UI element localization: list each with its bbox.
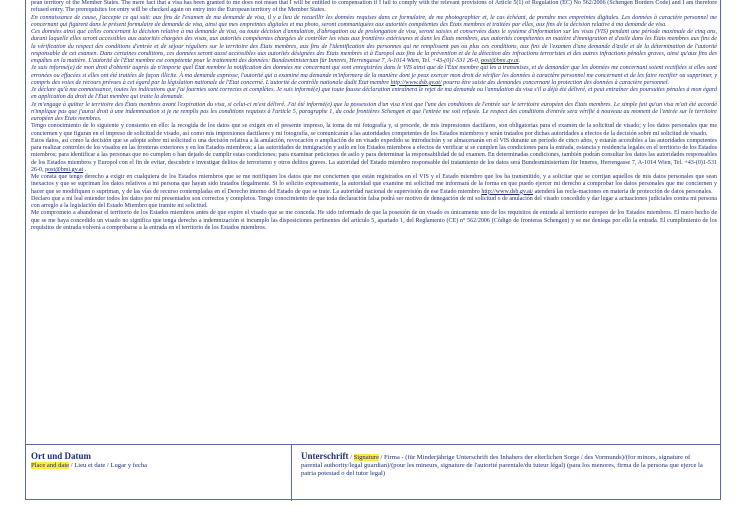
paragraph-es-departure: Me comprometo a abandonar el territorio de los Estados miembros antes de que expire el visado que se me conceda. He sido informado de que la posesión de un visado es únicamente uno de los requisitos de entrada al territorio europeo de los Estados miembros. El mero hecho de que se me haya concedido un visado no significa que tenga derecho a indemnización si incumplo las disposiciones pertinentes del artículo 5, apartado 1, del Reglamento (CE) n° 562/2006 (Código de fronteras Schengen) y se me deniega por ello la entrada. El cumplimiento de los requisitos de entrada volverá a comprobarse a la entrada en el territorio de los Estados miembros. — [31, 210, 717, 231]
place-date-field[interactable] — [25, 445, 292, 501]
paragraph-fr-vis: Ces données ainsi que celles concernant la décision relative à ma demande de visa, ou toute décision d'annulation, d'abrogation ou de prolongation de visa, seront saisies et conservées dans le système d'information sur les visas (VIS) pendant une période maximale de cinq ans, durant laquelle elles seront accessibles aux autorités chargées des visas, aux autorités compétentes chargées de contrôler les visas aux frontières extérieures et dans les États membres, aux autorités compétentes en matière d'immigration et d'asile dans les États membres aux fins de la vérification du respect des conditions d'entrée et de séjour réguliers sur le territoire des États membres, aux fins de l'identification des personnes qui ne remplissent pas ou plus ces conditions, aux fins de l'examen d'une demande d'asile et de la détermination de l'autorité responsable de cet examen. Dans certaines conditions, ces données seront aussi accessibles aux autorités désignées des États membres et à Europol aux fins de la prévention et de la détection des infractions terroristes et des autres infractions pénales graves, ainsi qu'aux fins des enquêtes en la matière. L'autorité de l'État membre est compétente pour le traitement des données: Bundesministerium für Inneres, Herrengasse 7, A-1014 Wien, Tel. +43-(0)1-531 26-0, post@bmi.gv.at. — [31, 29, 717, 64]
paragraph-es-declaration: Declaro que a mi leal entender todos los datos por mí presentados son correctos y completos. Tengo conocimiento de que toda declaración falsa podrá ser motivo de denegación de mi solicitud o de anulación del visado concedido y dar lugar a actuaciones judiciales contra mi persona con arreglo a la legislación del Estado Miembro que tramite mi solicitud. — [31, 195, 717, 209]
place-date-title: Ort und Datum — [31, 451, 92, 461]
signature-row — [25, 444, 721, 500]
place-date-highlight: Place and date — [31, 462, 70, 469]
signature-label: Unterschrift / Signature / Firma - (für Minderjährige Unterschrift des Inhabers der elterlichen Sorge / des Vormunds)/(for minors, signature of parental authority/legal guardian)/(pour les mineurs, signature de l'autorité parentale/du tuteur légal) (para los menores, firma de la persona que ejerce la patria potestad o del tutor legal) — [301, 451, 703, 477]
paragraph-fr-declaration: Je déclare qu'à ma connaissance, toutes les indications que j'ai fournies sont correctes et complètes. Je suis informé(e) que toute fausse déclaration entraînera le rejet de ma demande ou l'annulation du visa s'il a déjà été délivré, et peut entraîner des poursuites pénales à mon égard en application du droit de l'État membre qui traite la demande. — [31, 87, 717, 101]
paragraph-es-vis: Estos datos, así como la decisión que se adopte sobre mi solicitud o una decisión relativa a la anulación, revocación o ampliación de un visado expedido se introducirán y se almacenarán en el VIS durante un período de cinco años, y estarán accesibles a las autoridades competentes para realizar controles de los visados en las fronteras exteriores y en los Estados miembros; a las autoridades de inmigración y asilo en los Estados miembros a efectos de verificar si se cumplen las condiciones para la entrada, estancia y residencia legales en el territorio de los Estados miembros; para identificar a las personas que no cumplen o han dejado de cumplir estas condiciones; para examinar peticiones de asilo y para determinar la responsabilidad de tal examen. En determinadas condiciones, también podrán consultar los datos las autoridades responsables de los Estados miembros y Europol con el fin de evitar, descubrir e investigar delitos de terrorismo y otros delitos graves. La autoridad del Estado miembro responsable del tratamiento de los datos será Bundesministerium für Inneres, Herrengasse 7, A-1014 Wien, Tel. +43-(0)1-531 26-0, post@bmi.gv.at . — [31, 137, 717, 173]
signature-highlight: Signature — [353, 454, 379, 461]
dsb-link[interactable]: http://www.dsb.gv.at/ — [481, 188, 534, 195]
paragraph-fr-consent: En connaissance de cause, j'accepte ce qui suit: aux fins de l'examen de ma demande de visa, il y a lieu de recueillir les données requises dans ce formulaire, de me photographier et, le cas échéant, de prendre mes empreintes digitales. Les données à caractère personnel me concernant qui figurent dans le présent formulaire de demande de visa, ainsi que mes empreintes digitales et ma photo, seront communiquées aux autorités compétentes des États membres et traitées par elles, aux fins de la décision relative à ma demande de visa. — [31, 14, 717, 28]
dsb-link[interactable]: http://www.dsb.gv.at/ — [390, 79, 442, 86]
email-link[interactable]: post@bmi.gv.at — [45, 166, 84, 173]
email-link[interactable]: post@bmi.gv.at — [480, 58, 519, 64]
paragraph-en-entry: pean territory of the Member States. The mere fact that a visa has been granted to me does not mean that I will be entitled to compensation if I fail to comply with the relevant provisions of Article 5(1) of Regulation (EC) No 562/2006 (Schengen Borders Code) and I am therefore refused entry. The prerequisites for entry will be checked again on entry into the European territory of the Member States. — [31, 0, 717, 14]
paragraph-es-rights: Me consta que tengo derecho a exigir en cualquiera de los Estados miembros que se me notifiquen los datos que me conciernen que están registrados en el VIS y el Estado miembro que los ha transmitido, y a solicitar que se corrijan aquellos de mis datos personales que sean inexactos y que se supriman los datos relativos a mi persona que hayan sido tratados ilegalmente. Si lo solicito expresamente, la autoridad que examine mi solicitud me informará de la forma en que puedo ejercer mi derecho a comprobar los datos personales que me conciernen y hacer que se modifiquen o supriman, y de las vías de recurso contempladas en el Derecho interno del Estado de que se trate. La autoridad nacional de supervisión de ese Estado miembro http://www.dsb.gv.at/ atenderá las recla-maciones en materia de protección de datos personales. — [31, 174, 717, 195]
paragraph-es-consent: Tengo conocimiento de lo siguiente y consiento en ello: la recogida de los datos que se exigen en el presente impreso, la toma de mi fotografía y, si procede, de mis impresiones dactilares, son obligatorias para el examen de la solicitud de visado; y los datos personales que me conciernen y que figuran en el impreso de solicitud de visado, así como mis impresiones dactilares y mi fotografía, se comunicarán a las autoridades competentes de los Estados miembros y serán tratados por dichas autoridades a efectos de la decisión sobre mi solicitud de visado. — [31, 123, 717, 137]
paragraph-fr-departure: Je m'engage à quitter le territoire des États membres avant l'expiration du visa, si celui-ci m'est délivré. J'ai été informé(e) que la possession d'un visa n'est que l'une des conditions de l'entrée sur le territoire européen des États membres. Le simple fait qu'un visa m'ait été accordé n'implique pas que j'aurai droit à une indemnisation si je ne remplis pas les conditions requises à l'article 5, paragraphe 1, du code frontières Schengen et que l'entrée me soit refusée. Le respect des conditions d'entrée sera vérifié à nouveau au moment de l'entrée sur le territoire européen des États membres. — [31, 101, 717, 122]
signature-field[interactable] — [292, 445, 721, 501]
declaration-text — [31, 0, 717, 232]
signature-title: Unterschrift — [301, 451, 349, 461]
paragraph-fr-rights: Je suis informé(e) de mon droit d'obtenir auprès de n'importe quel État membre la notification des données me concernant qui sont enregistrées dans le VIS ainsi que de l'État membre qui les a transmises, et de demander que les données me concernant soient rectifiées si elles sont erronées ou effacées si elles ont été traitées de façon illicite. À ma demande expresse, l'autorité qui a examiné ma demande m'informera de la manière dont je peux exercer mon droit de vérifier les données à caractère personnel me concernant et de les faire rectifier ou supprimer, y compris des voies de recours prévues à cet égard par la législation nationale de l'État concerné. L'autorité de contrôle nationale dudit État membre http://www.dsb.gv.at/ pourra être saisie des demandes concernant la protection des données à caractère personnel. — [31, 65, 717, 86]
place-date-label: Place and date / Lieu et date / Lugar y fecha — [31, 462, 148, 469]
